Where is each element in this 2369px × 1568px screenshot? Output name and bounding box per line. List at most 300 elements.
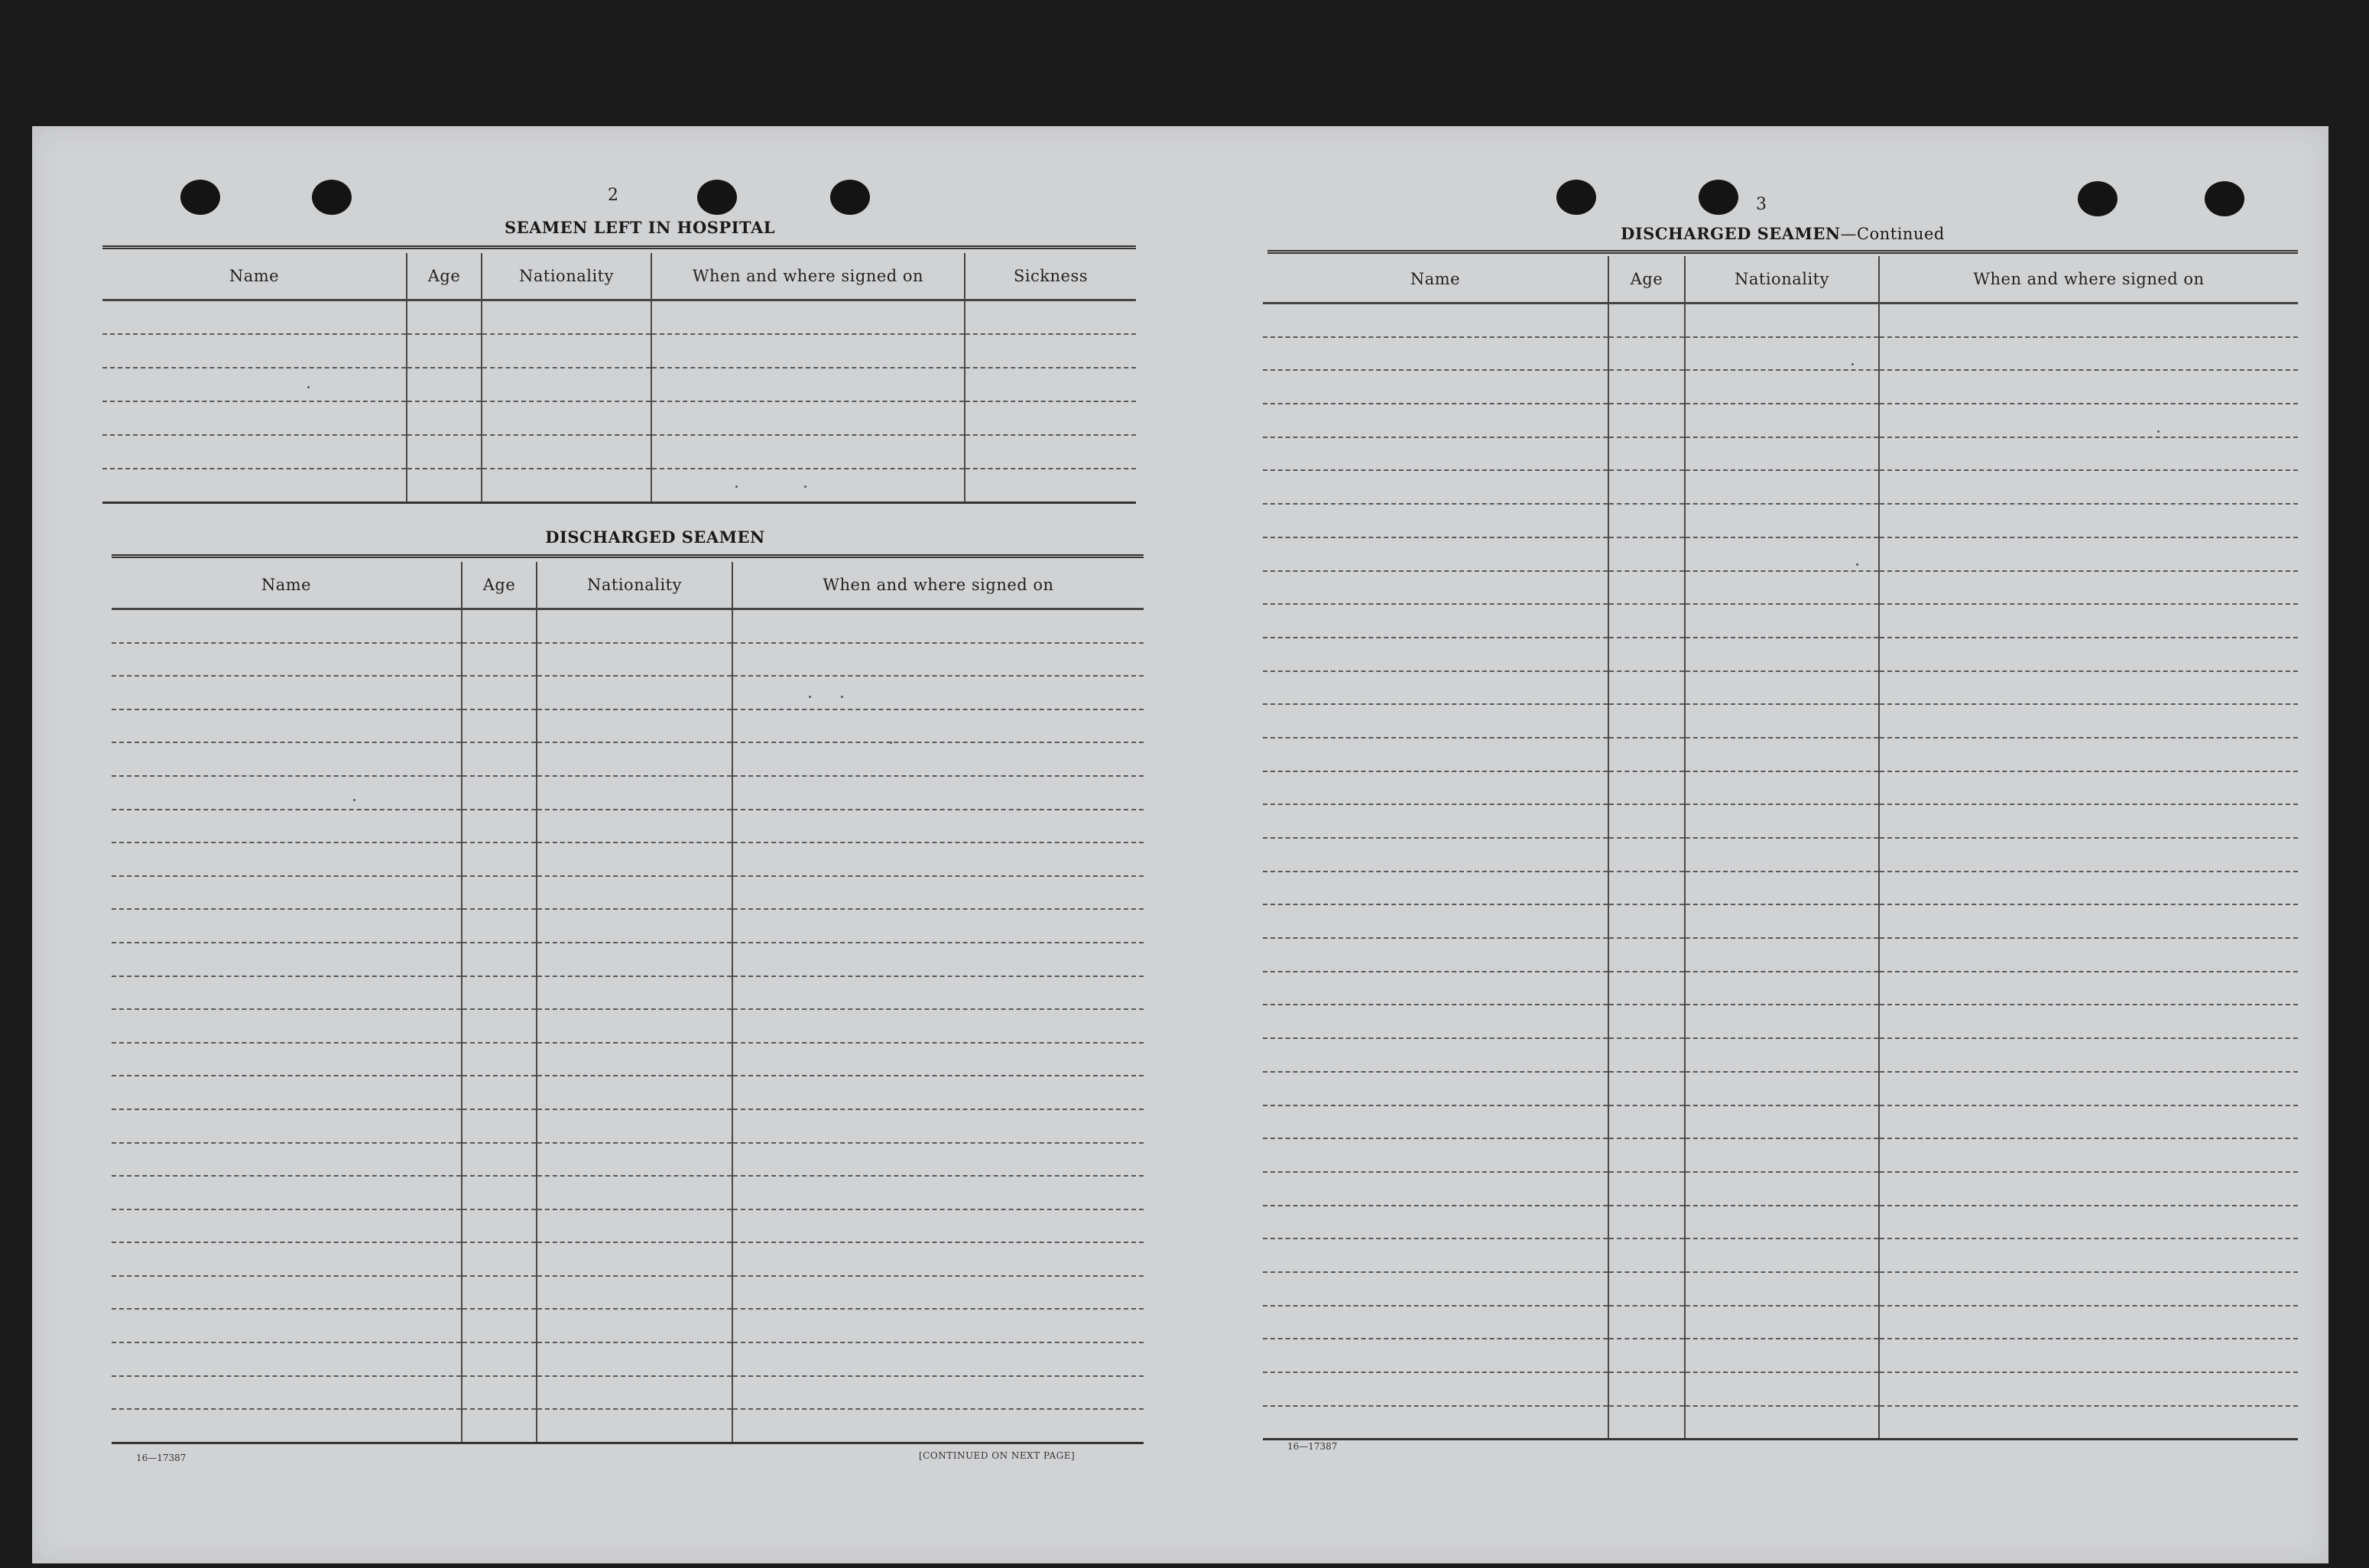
blank-cell bbox=[112, 1242, 462, 1276]
blank-cell bbox=[112, 810, 462, 843]
blank-cell bbox=[732, 1143, 1144, 1177]
blank-cell bbox=[1685, 1038, 1879, 1072]
blank-cell bbox=[537, 1209, 732, 1243]
blank-cell bbox=[1879, 1372, 2298, 1406]
blank-cell bbox=[1879, 1306, 2298, 1339]
blank-cell bbox=[1685, 738, 1879, 771]
blank-cell bbox=[1608, 1105, 1685, 1139]
blank-cell bbox=[112, 1309, 462, 1342]
blank-cell bbox=[1263, 704, 1608, 738]
table-row bbox=[1263, 972, 2298, 1005]
blank-cell bbox=[732, 1376, 1144, 1410]
blank-cell bbox=[537, 1242, 732, 1276]
blank-cell bbox=[732, 776, 1144, 810]
blank-cell bbox=[112, 943, 462, 976]
blank-cell bbox=[537, 1043, 732, 1076]
blank-cell bbox=[1263, 1238, 1608, 1272]
blank-cell bbox=[1879, 504, 2298, 537]
blank-cell bbox=[462, 1176, 537, 1209]
blank-cell bbox=[732, 643, 1144, 677]
blank-cell bbox=[1608, 838, 1685, 872]
blank-cell bbox=[112, 1342, 462, 1376]
blank-cell bbox=[1263, 738, 1608, 771]
table-row bbox=[1263, 1406, 2298, 1440]
blank-cell bbox=[1879, 1005, 2298, 1038]
right-header-when-and-where-signed-on: When and where signed on bbox=[1879, 256, 2298, 304]
blank-cell bbox=[1263, 938, 1608, 972]
blank-cell bbox=[112, 742, 462, 776]
blank-cell bbox=[732, 1176, 1144, 1209]
blank-cell bbox=[462, 1009, 537, 1043]
blank-cell bbox=[1608, 304, 1685, 337]
blank-cell bbox=[1879, 1238, 2298, 1272]
blank-cell bbox=[1685, 1138, 1879, 1172]
blank-cell bbox=[112, 1409, 462, 1443]
blank-cell bbox=[732, 1409, 1144, 1443]
blank-cell bbox=[537, 742, 732, 776]
blank-cell bbox=[1685, 1005, 1879, 1038]
table-row bbox=[112, 709, 1144, 743]
blank-cell bbox=[537, 609, 732, 643]
blank-cell bbox=[1608, 638, 1685, 671]
blank-cell bbox=[1685, 704, 1879, 738]
right-header-nationality: Nationality bbox=[1685, 256, 1879, 304]
blank-cell bbox=[732, 909, 1144, 943]
blank-cell bbox=[462, 1043, 537, 1076]
punch-hole bbox=[2078, 181, 2117, 216]
blank-cell bbox=[1608, 1038, 1685, 1072]
table-row bbox=[1263, 771, 2298, 805]
blank-cell bbox=[1608, 704, 1685, 738]
blank-cell bbox=[965, 334, 1136, 368]
blank-cell bbox=[1879, 704, 2298, 738]
blank-cell bbox=[732, 709, 1144, 743]
blank-cell bbox=[1608, 370, 1685, 404]
blank-cell bbox=[1608, 1372, 1685, 1406]
blank-cell bbox=[112, 1176, 462, 1209]
blank-cell bbox=[732, 742, 1144, 776]
table-row bbox=[1263, 804, 2298, 838]
paper-speck bbox=[2157, 430, 2160, 433]
blank-cell bbox=[407, 368, 482, 401]
blank-cell bbox=[1685, 671, 1879, 705]
blank-cell bbox=[1685, 370, 1879, 404]
table-row bbox=[112, 609, 1144, 643]
punch-hole bbox=[1699, 180, 1738, 215]
table-row bbox=[1263, 1005, 2298, 1038]
blank-cell bbox=[1608, 1272, 1685, 1306]
blank-cell bbox=[407, 435, 482, 469]
blank-cell bbox=[1263, 1105, 1608, 1139]
table-row bbox=[112, 909, 1144, 943]
blank-cell bbox=[1685, 470, 1879, 504]
blank-cell bbox=[1263, 304, 1608, 337]
punch-hole bbox=[697, 180, 737, 215]
discharged-header-nationality: Nationality bbox=[537, 562, 732, 609]
table-row bbox=[112, 1409, 1144, 1443]
blank-cell bbox=[537, 1109, 732, 1143]
blank-cell bbox=[537, 909, 732, 943]
right-discharged-table bbox=[1263, 256, 2298, 1440]
blank-cell bbox=[1685, 638, 1879, 671]
blank-cell bbox=[732, 1009, 1144, 1043]
blank-cell bbox=[1263, 1005, 1608, 1038]
blank-cell bbox=[1263, 571, 1608, 605]
blank-cell bbox=[1608, 972, 1685, 1005]
blank-cell bbox=[1879, 370, 2298, 404]
blank-cell bbox=[112, 876, 462, 910]
blank-cell bbox=[112, 1376, 462, 1410]
blank-cell bbox=[1608, 1172, 1685, 1206]
blank-cell bbox=[1608, 571, 1685, 605]
blank-cell bbox=[1685, 571, 1879, 605]
table-row bbox=[112, 1209, 1144, 1243]
blank-cell bbox=[651, 401, 965, 435]
left-form-number: 16—17387 bbox=[136, 1453, 187, 1463]
table-row bbox=[1263, 1306, 2298, 1339]
right-header-name: Name bbox=[1263, 256, 1608, 304]
blank-cell bbox=[651, 368, 965, 401]
table-row bbox=[1263, 571, 2298, 605]
discharged-header-when-and-where-signed-on: When and where signed on bbox=[732, 562, 1144, 609]
table-row bbox=[112, 676, 1144, 709]
table-row bbox=[102, 401, 1136, 435]
table-row bbox=[112, 976, 1144, 1010]
blank-cell bbox=[102, 469, 407, 503]
blank-cell bbox=[1263, 671, 1608, 705]
paper-speck bbox=[890, 742, 892, 744]
right-page-number: 3 bbox=[1756, 195, 1767, 214]
blank-cell bbox=[112, 609, 462, 643]
blank-cell bbox=[537, 1076, 732, 1109]
blank-cell bbox=[1608, 437, 1685, 471]
blank-cell bbox=[1879, 838, 2298, 872]
blank-cell bbox=[965, 300, 1136, 335]
blank-cell bbox=[732, 676, 1144, 709]
table-row bbox=[102, 334, 1136, 368]
blank-cell bbox=[112, 909, 462, 943]
blank-cell bbox=[1608, 1306, 1685, 1339]
punch-hole bbox=[312, 180, 352, 215]
blank-cell bbox=[732, 609, 1144, 643]
blank-cell bbox=[965, 368, 1136, 401]
left-page-number: 2 bbox=[608, 186, 618, 205]
table-row bbox=[1263, 704, 2298, 738]
blank-cell bbox=[462, 1309, 537, 1342]
blank-cell bbox=[732, 1309, 1144, 1342]
right-section-title bbox=[1553, 224, 2012, 243]
table-row bbox=[112, 643, 1144, 677]
blank-cell bbox=[482, 435, 651, 469]
blank-cell bbox=[407, 469, 482, 503]
blank-cell bbox=[482, 368, 651, 401]
blank-cell bbox=[537, 676, 732, 709]
table-row bbox=[1263, 904, 2298, 938]
table-row bbox=[1263, 537, 2298, 571]
blank-cell bbox=[1685, 872, 1879, 905]
blank-cell bbox=[537, 1276, 732, 1310]
table-row bbox=[1263, 1172, 2298, 1206]
blank-cell bbox=[112, 976, 462, 1010]
table-row bbox=[102, 469, 1136, 503]
punch-hole bbox=[1556, 180, 1596, 215]
blank-cell bbox=[112, 1276, 462, 1310]
blank-cell bbox=[1608, 504, 1685, 537]
blank-cell bbox=[1879, 437, 2298, 471]
blank-cell bbox=[1608, 604, 1685, 638]
blank-cell bbox=[112, 676, 462, 709]
table-row bbox=[1263, 938, 2298, 972]
blank-cell bbox=[1685, 1406, 1879, 1440]
blank-cell bbox=[1685, 537, 1879, 571]
blank-cell bbox=[1608, 904, 1685, 938]
table-row bbox=[112, 742, 1144, 776]
blank-cell bbox=[482, 401, 651, 435]
blank-cell bbox=[1685, 938, 1879, 972]
blank-cell bbox=[1685, 771, 1879, 805]
blank-cell bbox=[462, 1409, 537, 1443]
blank-cell bbox=[102, 300, 407, 335]
blank-cell bbox=[537, 1309, 732, 1342]
blank-cell bbox=[1879, 1272, 2298, 1306]
blank-cell bbox=[462, 1276, 537, 1310]
blank-cell bbox=[112, 709, 462, 743]
blank-cell bbox=[732, 1342, 1144, 1376]
blank-cell bbox=[407, 401, 482, 435]
table-row bbox=[112, 1009, 1144, 1043]
blank-cell bbox=[1685, 1105, 1879, 1139]
table-row bbox=[1263, 1238, 2298, 1272]
table-row bbox=[112, 1043, 1144, 1076]
table-row bbox=[1263, 1272, 2298, 1306]
blank-cell bbox=[112, 1209, 462, 1243]
blank-cell bbox=[1263, 404, 1608, 437]
blank-cell bbox=[537, 1376, 732, 1410]
blank-cell bbox=[1608, 1072, 1685, 1105]
blank-cell bbox=[462, 1342, 537, 1376]
blank-cell bbox=[1608, 1138, 1685, 1172]
blank-cell bbox=[462, 909, 537, 943]
blank-cell bbox=[462, 1109, 537, 1143]
blank-cell bbox=[651, 469, 965, 503]
punch-hole bbox=[2205, 181, 2244, 216]
blank-cell bbox=[1879, 1406, 2298, 1440]
blank-cell bbox=[1263, 1306, 1608, 1339]
blank-cell bbox=[112, 776, 462, 810]
blank-cell bbox=[462, 742, 537, 776]
blank-cell bbox=[1263, 872, 1608, 905]
hospital-header-name: Name bbox=[102, 253, 407, 300]
blank-cell bbox=[1879, 771, 2298, 805]
blank-cell bbox=[462, 1209, 537, 1243]
blank-cell bbox=[462, 609, 537, 643]
blank-cell bbox=[1879, 571, 2298, 605]
table-row bbox=[1263, 404, 2298, 437]
blank-cell bbox=[732, 1109, 1144, 1143]
blank-cell bbox=[462, 876, 537, 910]
blank-cell bbox=[1608, 404, 1685, 437]
blank-cell bbox=[1608, 1339, 1685, 1372]
blank-cell bbox=[1685, 838, 1879, 872]
blank-cell bbox=[112, 1109, 462, 1143]
blank-cell bbox=[407, 300, 482, 335]
hospital-header-age: Age bbox=[407, 253, 482, 300]
table-row bbox=[1263, 1072, 2298, 1105]
blank-cell bbox=[537, 643, 732, 677]
blank-cell bbox=[537, 842, 732, 876]
blank-cell bbox=[1263, 1206, 1608, 1239]
blank-cell bbox=[732, 1076, 1144, 1109]
blank-cell bbox=[482, 469, 651, 503]
right-section-title-suffix: —Continued bbox=[1840, 225, 1945, 243]
blank-cell bbox=[1685, 1306, 1879, 1339]
blank-cell bbox=[732, 976, 1144, 1010]
discharged-header-age: Age bbox=[462, 562, 537, 609]
blank-cell bbox=[462, 643, 537, 677]
blank-cell bbox=[462, 1076, 537, 1109]
blank-cell bbox=[1608, 1238, 1685, 1272]
blank-cell bbox=[1685, 1372, 1879, 1406]
blank-cell bbox=[651, 435, 965, 469]
blank-cell bbox=[102, 401, 407, 435]
blank-cell bbox=[1685, 404, 1879, 437]
blank-cell bbox=[1263, 838, 1608, 872]
blank-cell bbox=[112, 1143, 462, 1177]
blank-cell bbox=[1263, 470, 1608, 504]
blank-cell bbox=[1685, 304, 1879, 337]
blank-cell bbox=[462, 810, 537, 843]
blank-cell bbox=[462, 1376, 537, 1410]
table-row bbox=[1263, 504, 2298, 537]
blank-cell bbox=[1685, 1238, 1879, 1272]
blank-cell bbox=[102, 334, 407, 368]
blank-cell bbox=[1263, 1272, 1608, 1306]
blank-cell bbox=[1879, 1206, 2298, 1239]
blank-cell bbox=[462, 943, 537, 976]
blank-cell bbox=[1263, 1138, 1608, 1172]
table-row bbox=[112, 1143, 1144, 1177]
table-row bbox=[1263, 337, 2298, 371]
table-row bbox=[112, 776, 1144, 810]
blank-cell bbox=[1608, 537, 1685, 571]
blank-cell bbox=[1879, 738, 2298, 771]
blank-cell bbox=[1879, 470, 2298, 504]
blank-cell bbox=[1263, 638, 1608, 671]
table-row bbox=[102, 300, 1136, 335]
hospital-top-rule bbox=[102, 245, 1136, 249]
table-row bbox=[1263, 1038, 2298, 1072]
blank-cell bbox=[732, 1276, 1144, 1310]
blank-cell bbox=[1685, 1339, 1879, 1372]
right-header-age: Age bbox=[1608, 256, 1685, 304]
blank-cell bbox=[1263, 771, 1608, 805]
blank-cell bbox=[462, 676, 537, 709]
blank-cell bbox=[1879, 1339, 2298, 1372]
blank-cell bbox=[537, 1009, 732, 1043]
blank-cell bbox=[1608, 1005, 1685, 1038]
hospital-header-nationality: Nationality bbox=[482, 253, 651, 300]
table-row bbox=[112, 1242, 1144, 1276]
right-top-rule bbox=[1267, 250, 2298, 254]
paper-speck bbox=[307, 386, 310, 388]
blank-cell bbox=[732, 1242, 1144, 1276]
blank-cell bbox=[965, 435, 1136, 469]
blank-cell bbox=[102, 435, 407, 469]
blank-cell bbox=[1879, 1172, 2298, 1206]
table-row bbox=[1263, 1372, 2298, 1406]
table-row bbox=[1263, 470, 2298, 504]
blank-cell bbox=[537, 1176, 732, 1209]
blank-cell bbox=[1263, 904, 1608, 938]
table-row bbox=[112, 876, 1144, 910]
blank-cell bbox=[1879, 537, 2298, 571]
record-sheet bbox=[32, 126, 2328, 1563]
table-row bbox=[112, 1376, 1144, 1410]
blank-cell bbox=[1879, 1072, 2298, 1105]
blank-cell bbox=[1879, 804, 2298, 838]
blank-cell bbox=[1879, 604, 2298, 638]
blank-cell bbox=[732, 842, 1144, 876]
blank-cell bbox=[1879, 1038, 2298, 1072]
blank-cell bbox=[1685, 504, 1879, 537]
blank-cell bbox=[1879, 938, 2298, 972]
table-row bbox=[1263, 1105, 2298, 1139]
blank-cell bbox=[537, 943, 732, 976]
blank-cell bbox=[1685, 337, 1879, 371]
paper-speck bbox=[1856, 563, 1858, 566]
discharged-header-name: Name bbox=[112, 562, 462, 609]
blank-cell bbox=[1263, 972, 1608, 1005]
table-row bbox=[1263, 872, 2298, 905]
continued-note: [CONTINUED ON NEXT PAGE] bbox=[919, 1450, 1076, 1461]
punch-hole bbox=[830, 180, 870, 215]
hospital-header-when-and-where-signed-on: When and where signed on bbox=[651, 253, 965, 300]
table-row bbox=[1263, 1138, 2298, 1172]
table-row bbox=[1263, 671, 2298, 705]
blank-cell bbox=[112, 1009, 462, 1043]
blank-cell bbox=[1685, 437, 1879, 471]
right-form-number: 16—17387 bbox=[1287, 1441, 1338, 1452]
blank-cell bbox=[537, 776, 732, 810]
blank-cell bbox=[112, 1076, 462, 1109]
paper-speck bbox=[809, 696, 811, 698]
blank-cell bbox=[462, 1242, 537, 1276]
blank-cell bbox=[1608, 1406, 1685, 1440]
blank-cell bbox=[1263, 804, 1608, 838]
punch-hole bbox=[180, 180, 220, 215]
blank-cell bbox=[537, 976, 732, 1010]
table-row bbox=[1263, 437, 2298, 471]
blank-cell bbox=[1608, 470, 1685, 504]
blank-cell bbox=[1263, 504, 1608, 537]
blank-cell bbox=[732, 876, 1144, 910]
blank-cell bbox=[537, 1143, 732, 1177]
blank-cell bbox=[1685, 904, 1879, 938]
blank-cell bbox=[651, 300, 965, 335]
table-row bbox=[1263, 638, 2298, 671]
paper-speck bbox=[841, 696, 843, 698]
blank-cell bbox=[1879, 972, 2298, 1005]
blank-cell bbox=[1263, 437, 1608, 471]
blank-cell bbox=[1685, 1206, 1879, 1239]
blank-cell bbox=[1608, 337, 1685, 371]
blank-cell bbox=[732, 1043, 1144, 1076]
table-row bbox=[112, 810, 1144, 843]
blank-cell bbox=[1879, 904, 2298, 938]
blank-cell bbox=[462, 776, 537, 810]
blank-cell bbox=[1608, 1206, 1685, 1239]
blank-cell bbox=[462, 976, 537, 1010]
